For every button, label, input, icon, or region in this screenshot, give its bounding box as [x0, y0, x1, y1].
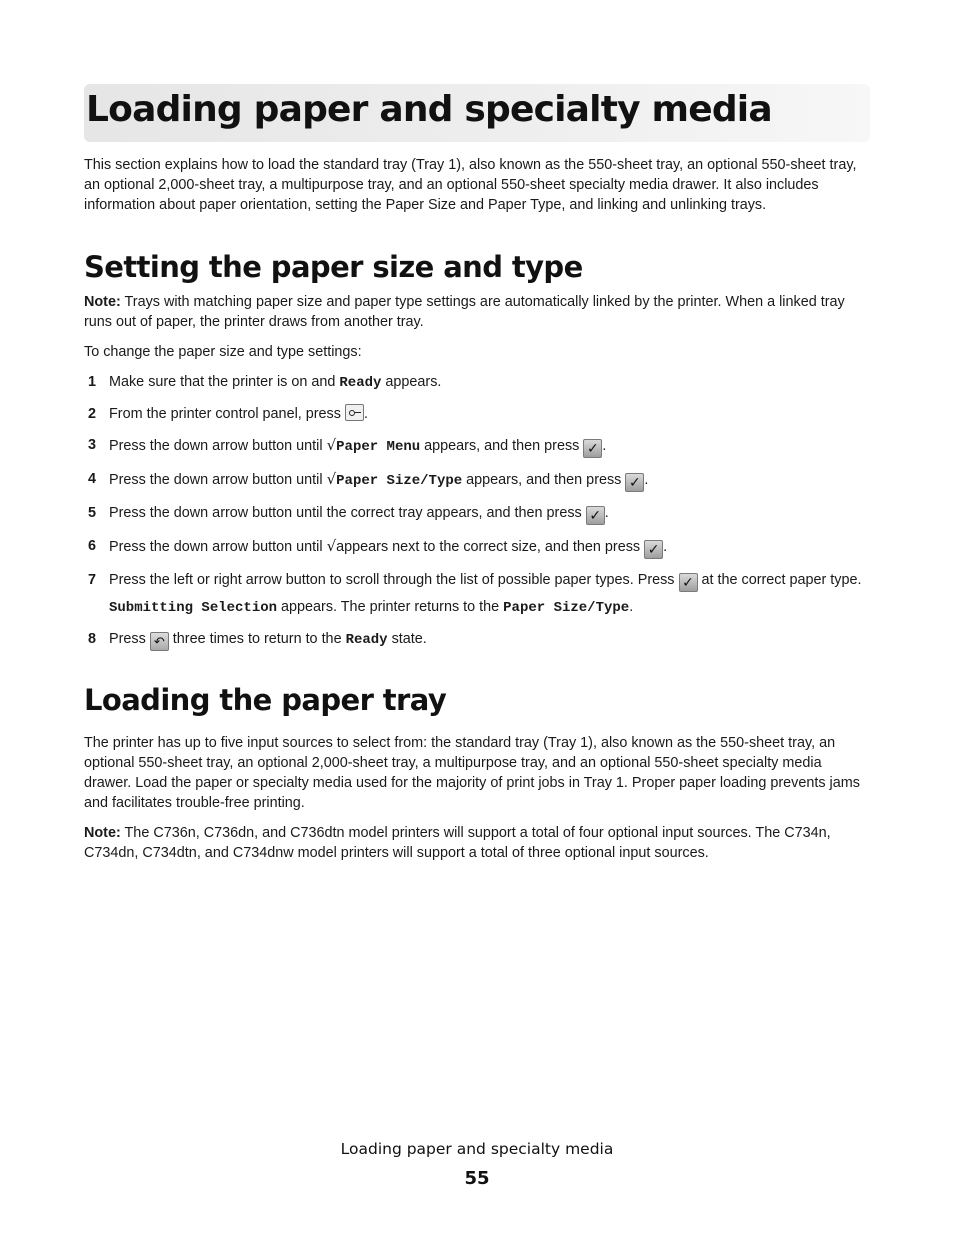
select-button-icon: ✓ [679, 573, 698, 592]
title-banner [84, 84, 870, 142]
code-ready: Ready [345, 632, 388, 648]
note-label: Note: [84, 825, 121, 841]
select-button-icon: ✓ [644, 540, 663, 559]
step-text: three times to return to the [168, 631, 346, 647]
step-3 [84, 435, 870, 458]
step-number: 7 [88, 572, 97, 588]
step-text: From the printer control panel, press [109, 406, 345, 422]
step-text: appears. The printer returns to the [277, 599, 504, 615]
step-text: Press the down arrow button until [109, 539, 327, 555]
tray-paragraph: The printer has up to five input sources to select from: the standard tray (Tray 1), also known as the 550-sheet tray, an optional 550-sheet tray, an optional 2,000-sheet tray, a multipurpose tray, and an optional 550-sheet specialty media drawer. Load the paper or specialty media used for the majority of print jobs in Tray 1. Proper paper loading prevents jams and facilitates trouble-free printing. [84, 735, 860, 811]
step-text: . [363, 406, 368, 422]
change-intro: To change the paper size and type settings: [84, 344, 362, 360]
intro-paragraph: This section explains how to load the standard tray (Tray 1), also known as the 550-sheet tray, an optional 550-sheet tray, an optional 2,000-sheet tray, a multipurpose tray, and an optional 550-sheet specialty media drawer. It also includes information about paper orientation, setting the Paper Size and Paper Type, and linking and unlinking trays. [84, 157, 857, 213]
steps-list [84, 372, 870, 651]
step-text: Press the down arrow button until the correct tray appears, and then press [109, 505, 586, 521]
step-4 [84, 469, 870, 492]
checkmark-symbol: √ [326, 436, 337, 454]
section-heading-paper-size-type: Setting the paper size and type [84, 250, 583, 284]
step-text: appears, and then press [462, 472, 626, 488]
step-number: 5 [88, 505, 97, 521]
code-paper-size-type: Paper Size/Type [503, 600, 630, 616]
menu-key-icon [345, 404, 364, 421]
section-heading-loading-tray: Loading the paper tray [84, 683, 447, 717]
step-text: . [629, 599, 634, 615]
step-8 [84, 629, 870, 651]
checkmark-symbol: √ [326, 470, 337, 488]
note-input-sources [84, 823, 870, 863]
step-number: 6 [88, 538, 97, 554]
step-text: at the correct paper type. [697, 572, 862, 588]
step-2 [84, 404, 870, 424]
select-button-icon: ✓ [625, 473, 644, 492]
page-content [84, 84, 870, 863]
step-text: Press [109, 631, 150, 647]
step-text: Make sure that the printer is on and [109, 374, 340, 390]
code-submitting-selection: Submitting Selection [109, 600, 278, 616]
page-title: Loading paper and specialty media [86, 89, 772, 130]
step-number: 3 [88, 437, 97, 453]
step-1 [84, 372, 870, 393]
step-7-result [109, 597, 870, 618]
code-paper-size-type: Paper Size/Type [336, 473, 463, 489]
note-text: Trays with matching paper size and paper type settings are automatically linked by the printer. When a linked tray runs out of paper, the printer draws from another tray. [84, 294, 845, 330]
code-paper-menu: Paper Menu [336, 439, 421, 455]
back-button-icon: ↶ [150, 632, 169, 651]
step-text: appears next to the correct size, and then press [336, 539, 645, 555]
step-text: state. [387, 631, 427, 647]
footer-title: Loading paper and specialty media [340, 1140, 614, 1158]
step-text: . [663, 539, 668, 555]
step-number: 1 [88, 374, 97, 390]
step-number: 8 [88, 631, 97, 647]
step-6 [84, 536, 870, 559]
note-text: The C736n, C736dn, and C736dtn model printers will support a total of four optional input sources. The C734n, C734dn, C734dtn, and C734dnw model printers will support a total of three optional input sources. [84, 825, 831, 861]
checkmark-symbol: √ [326, 537, 337, 555]
note-label: Note: [84, 294, 121, 310]
select-button-icon: ✓ [586, 506, 605, 525]
step-number: 2 [88, 406, 97, 422]
step-text: Press the left or right arrow button to scroll through the list of possible paper types. Press [109, 572, 679, 588]
step-text: . [604, 505, 609, 521]
step-text: Press the down arrow button until [109, 438, 327, 454]
page-number: 55 [464, 1168, 490, 1189]
step-7 [84, 570, 870, 618]
step-text: . [602, 438, 607, 454]
step-text: appears, and then press [420, 438, 584, 454]
note-linked-trays [84, 292, 870, 332]
code-ready: Ready [339, 375, 382, 391]
step-text: Press the down arrow button until [109, 472, 327, 488]
step-text: . [644, 472, 649, 488]
step-number: 4 [88, 471, 97, 487]
step-text: appears. [381, 374, 442, 390]
step-5 [84, 503, 870, 525]
select-button-icon: ✓ [583, 439, 602, 458]
